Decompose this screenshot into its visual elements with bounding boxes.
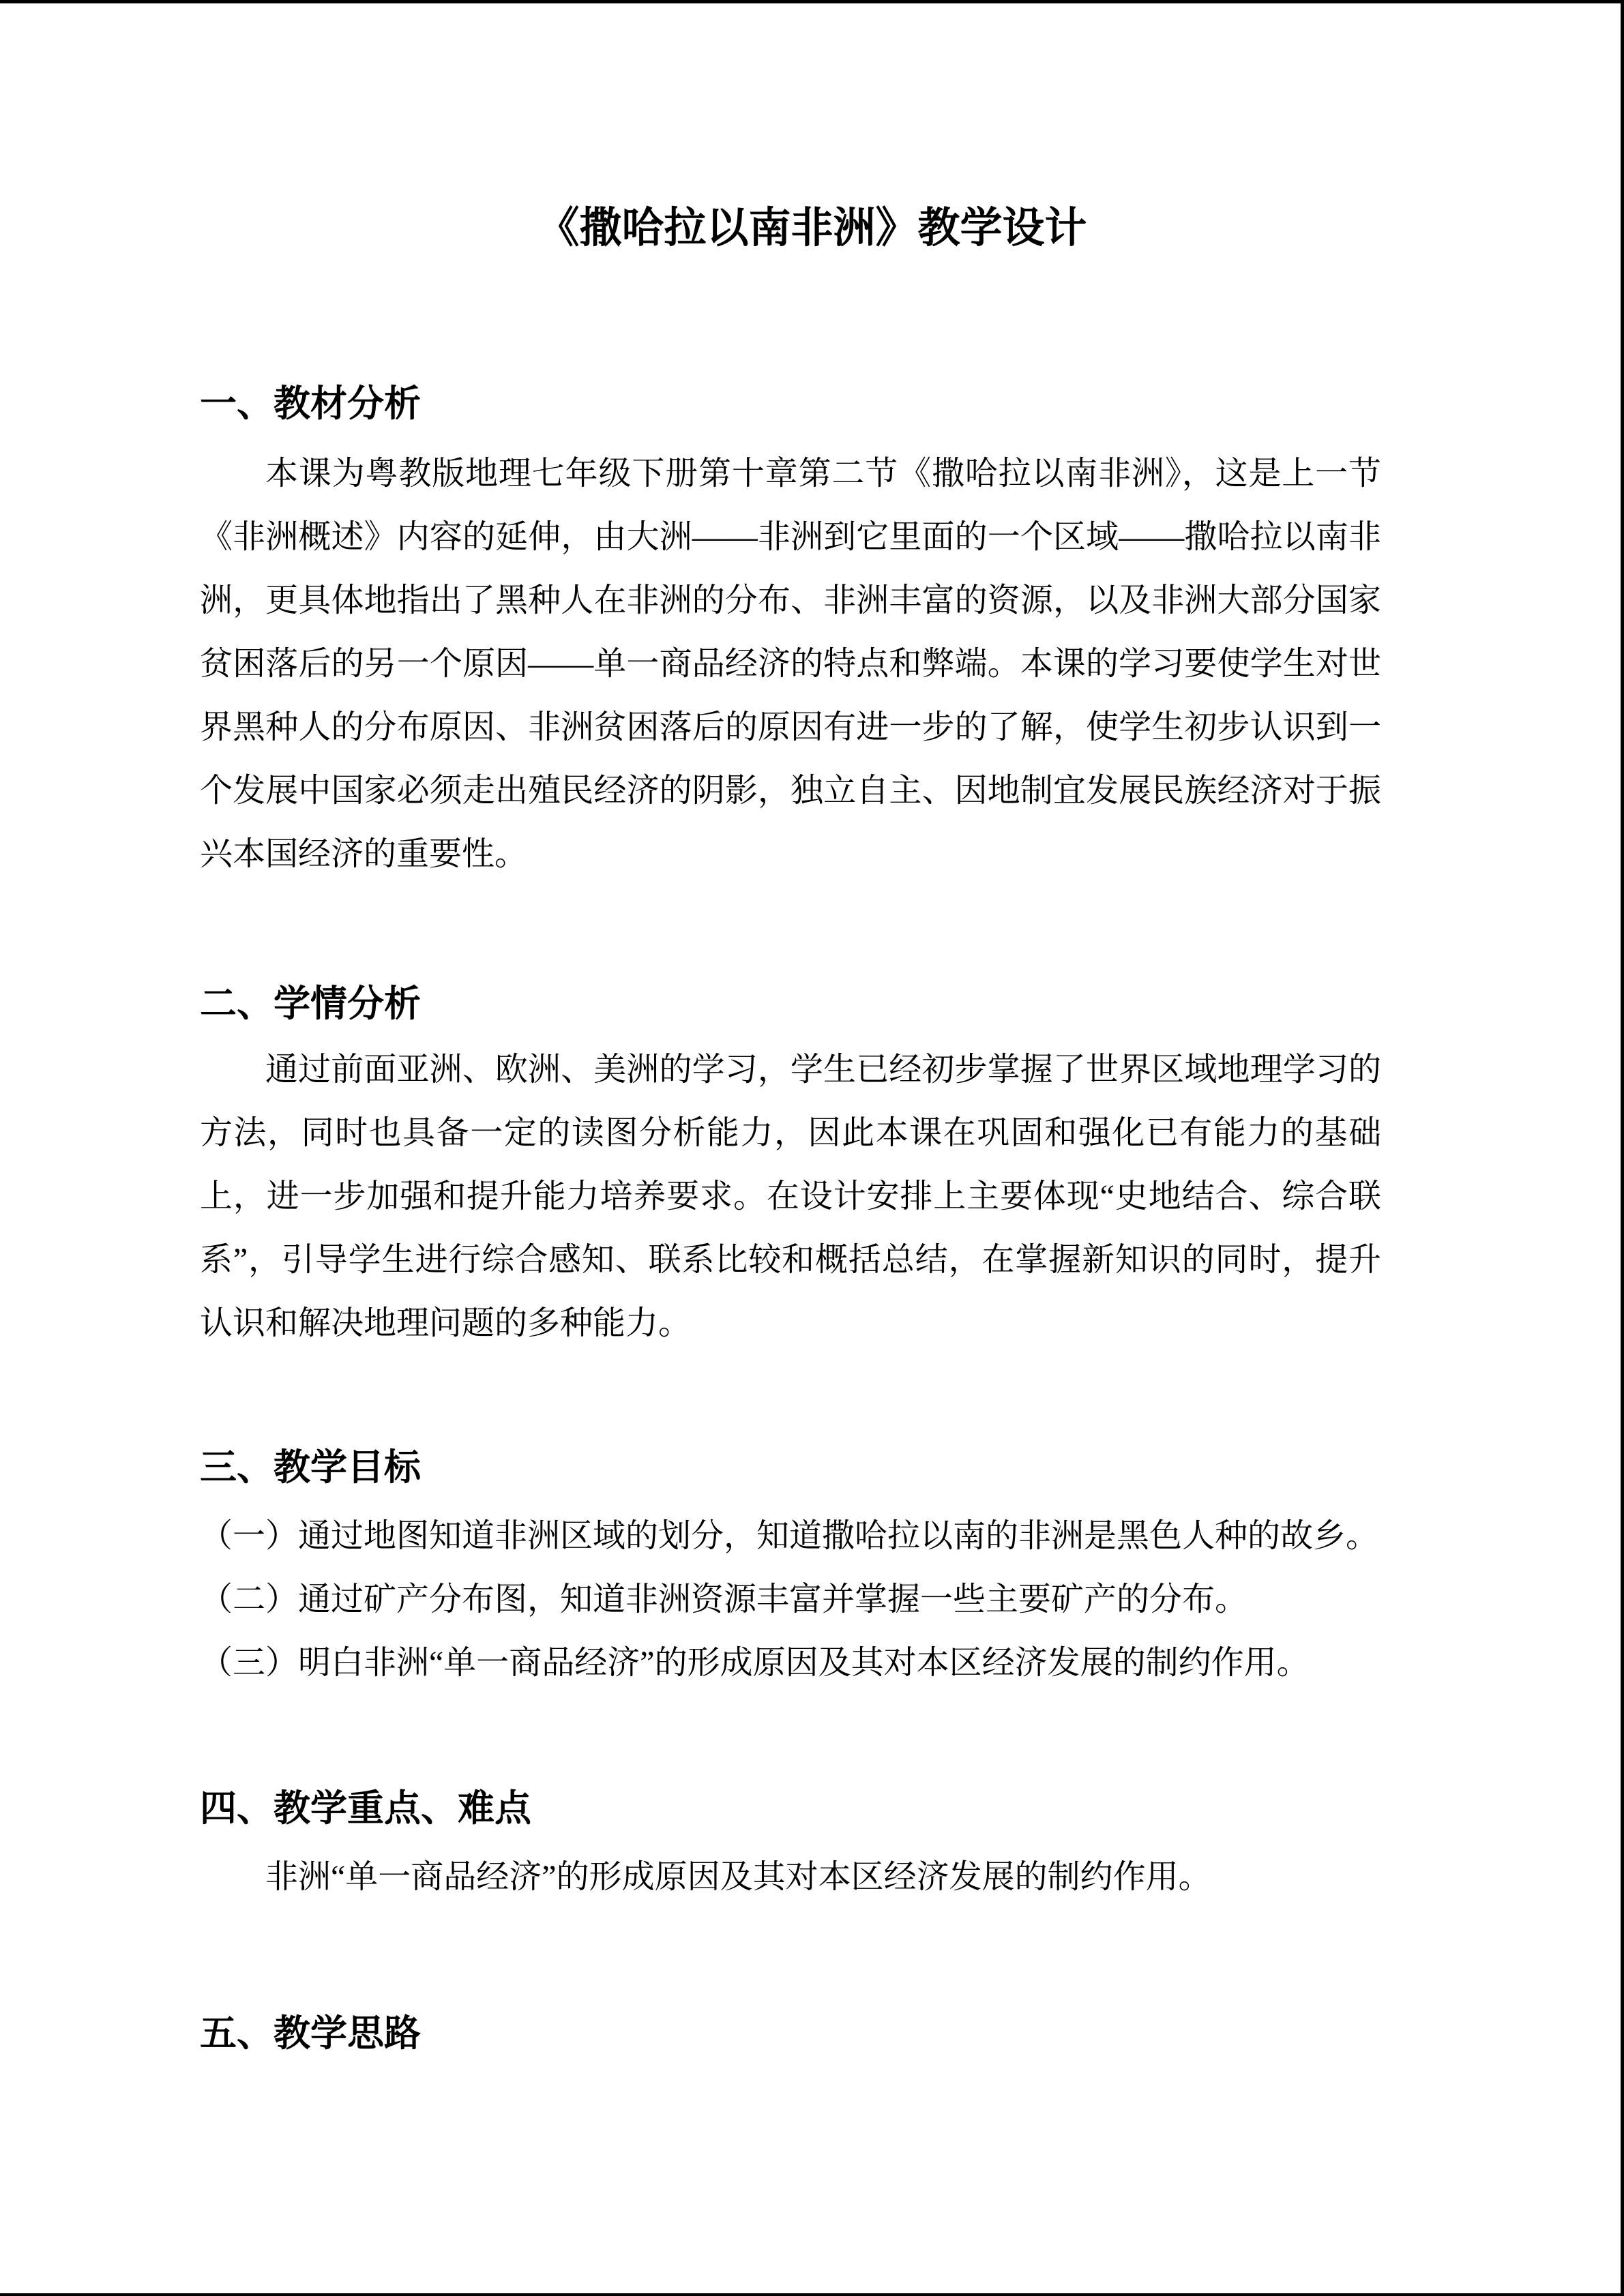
paragraph-line: 本课为粤教版地理七年级下册第十章第二节《撒哈拉以南非洲》，这是上一节 — [265, 456, 1381, 492]
section-heading-2-learner-analysis: 二、学情分析 — [200, 983, 421, 1024]
paragraph-line: 认识和解决地理问题的多种能力。 — [200, 1305, 692, 1341]
paragraph-line: 方法，同时也具备一定的读图分析能力，因此本课在巩固和强化已有能力的基础 — [200, 1115, 1381, 1151]
paragraph-line: 贫困落后的另一个原因——单一商品经济的特点和弊端。本课的学习要使学生对世 — [200, 646, 1381, 682]
section-4-paragraph — [200, 1845, 1381, 1909]
goal-item-line: （二）通过矿产分布图，知道非洲资源丰富并掌握一些主要矿产的分布。 — [200, 1581, 1248, 1617]
section-3-goal-list — [200, 1504, 1381, 1695]
paragraph-line: 上，进一步加强和提升能力培养要求。在设计安排上主要体现“史地结合、综合联 — [200, 1178, 1381, 1214]
paragraph-line: 系”，引导学生进行综合感知、联系比较和概括总结，在掌握新知识的同时，提升 — [200, 1242, 1381, 1278]
paragraph-line: 非洲“单一商品经济”的形成原因及其对本区经济发展的制约作用。 — [265, 1859, 1211, 1895]
section-heading-4-key-points: 四、教学重点、难点 — [200, 1788, 531, 1829]
document-title: 《撒哈拉以南非洲》教学设计 — [537, 205, 1087, 252]
paragraph-line: 兴本国经济的重要性。 — [200, 836, 528, 872]
paragraph-line: 洲，更具体地指出了黑种人在非洲的分布、非洲丰富的资源，以及非洲大部分国家 — [200, 582, 1381, 618]
section-heading-1-textbook-analysis: 一、教材分析 — [200, 383, 421, 424]
screen-edge-top — [0, 0, 1624, 3]
paragraph-line: 个发展中国家必须走出殖民经济的阴影，独立自主、因地制宜发展民族经济对于振 — [200, 773, 1381, 809]
screen-edge-bottom — [0, 2293, 1624, 2296]
section-heading-3-teaching-goals: 三、教学目标 — [200, 1447, 421, 1488]
section-1-paragraph — [200, 442, 1381, 886]
goal-item-line: （一）通过地图知道非洲区域的划分，知道撒哈拉以南的非洲是黑色人种的故乡。 — [200, 1518, 1379, 1554]
goal-item-line: （三）明白非洲“单一商品经济”的形成原因及其对本区经济发展的制约作用。 — [200, 1645, 1310, 1681]
paragraph-line: 《非洲概述》内容的延伸，由大洲——非洲到它里面的一个区域——撒哈拉以南非 — [200, 519, 1381, 555]
section-heading-5-teaching-approach: 五、教学思路 — [200, 2013, 421, 2054]
screen-edge-right — [1621, 0, 1624, 2296]
paragraph-line: 界黑种人的分布原因、非洲贫困落后的原因有进一步的了解，使学生初步认识到一 — [200, 709, 1381, 745]
section-2-paragraph — [200, 1038, 1381, 1355]
paragraph-line: 通过前面亚洲、欧洲、美洲的学习，学生已经初步掌握了世界区域地理学习的 — [265, 1052, 1381, 1088]
